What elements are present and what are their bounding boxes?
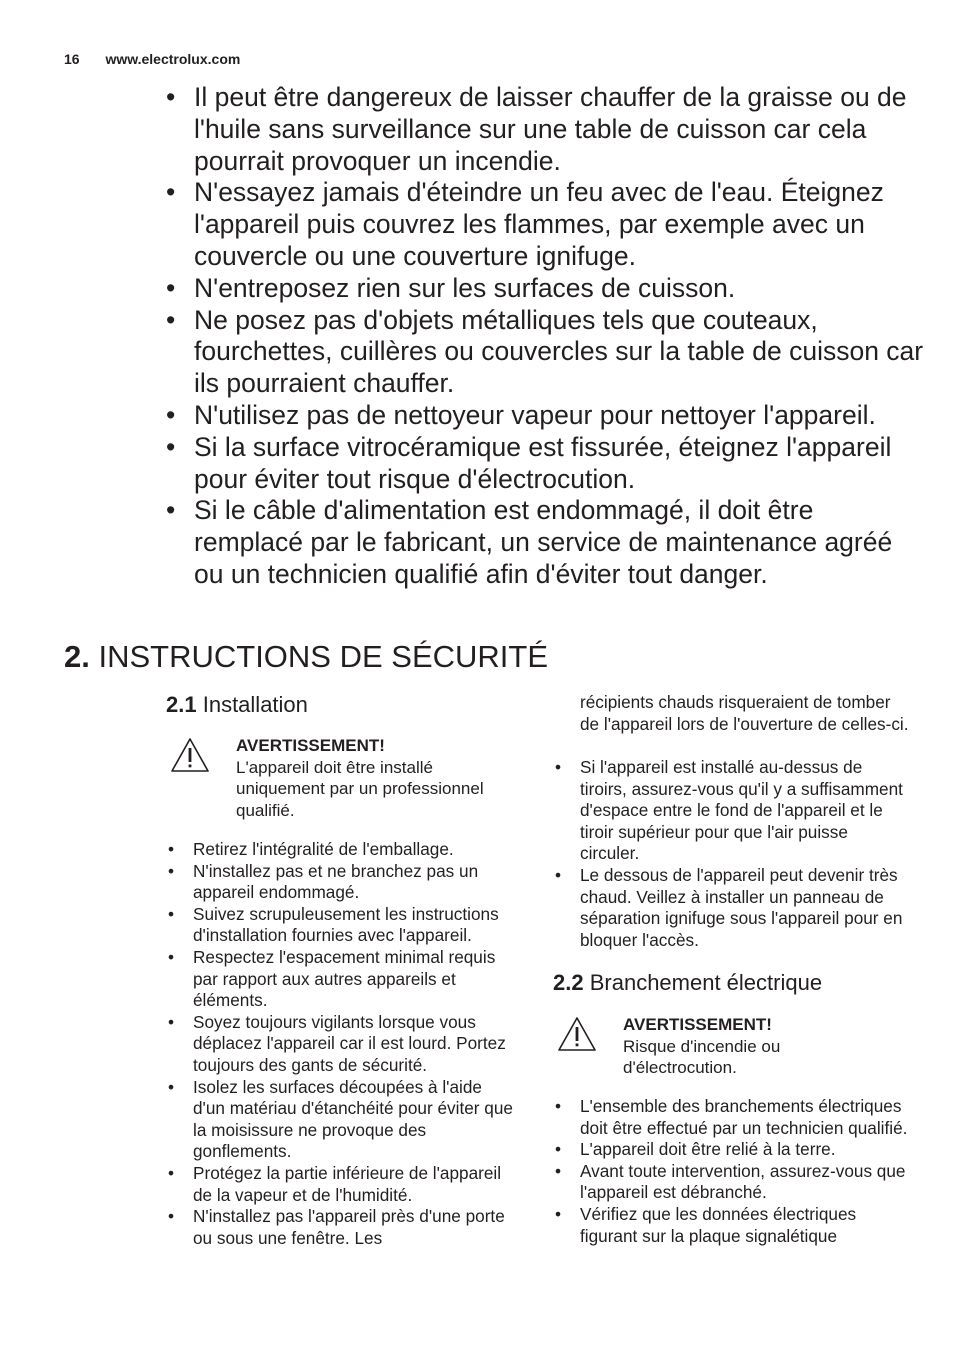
subsection-title: Branchement électrique — [589, 970, 823, 995]
page-header — [64, 51, 240, 67]
list-item: • Si l'appareil est installé au-dessus de tiroirs, assurez-vous qu'il y a suffisamment d'espace entre le fond de l'appareil et le tiroir supérieur pour que l'air puisse circuler. — [553, 757, 909, 865]
list-item: • N'installez pas l'appareil près d'une porte ou sous une fenêtre. Les — [166, 1206, 518, 1249]
list-item: • Le dessous de l'appareil peut devenir très chaud. Veillez à installer un panneau de séparation ignifuge sous l'appareil pour en bloquer l'accès. — [553, 865, 909, 951]
list-item: • Vérifiez que les données électriques figurant sur la plaque signalétique — [553, 1204, 909, 1247]
website-url: www.electrolux.com — [105, 51, 241, 67]
list-item: • Avant toute intervention, assurez-vous que l'appareil est débranché. — [553, 1161, 909, 1204]
subsection-title: Installation — [202, 692, 308, 717]
warning-text: L'appareil doit être installé uniquement par un professionnel qualifié. — [236, 757, 484, 820]
electrical-list — [553, 1096, 909, 1247]
electrical-warning — [557, 1014, 897, 1084]
warning-title: AVERTISSEMENT! — [236, 736, 385, 755]
top-bullet-list — [166, 82, 926, 591]
list-item: • N'entreposez rien sur les surfaces de cuisson. — [166, 273, 926, 305]
list-item: • Soyez toujours vigilants lorsque vous déplacez l'appareil car il est lourd. Portez toujours des gants de sécurité. — [166, 1012, 518, 1077]
subsection-number: 2.1 — [166, 692, 197, 717]
installation-list — [166, 839, 518, 1249]
section-number: 2. — [64, 639, 90, 674]
list-item: • L'appareil doit être relié à la terre. — [553, 1139, 909, 1161]
list-item: • N'utilisez pas de nettoyeur vapeur pour nettoyer l'appareil. — [166, 400, 926, 432]
warning-title: AVERTISSEMENT! — [623, 1015, 772, 1034]
installation-warning — [170, 735, 510, 825]
list-item: • Ne posez pas d'objets métalliques tels que couteaux, fourchettes, cuillères ou couvercles sur la table de cuisson car ils pourraient chauffer. — [166, 305, 926, 400]
electrical-heading — [553, 969, 822, 997]
section-title: INSTRUCTIONS DE SÉCURITÉ — [98, 639, 549, 674]
list-item: • Retirez l'intégralité de l'emballage. — [166, 839, 518, 861]
list-item: • Si le câble d'alimentation est endommagé, il doit être remplacé par le fabricant, un service de maintenance agréé ou un technicien qualifié afin d'éviter tout danger. — [166, 495, 926, 590]
list-item: • Respectez l'espacement minimal requis par rapport aux autres appareils et éléments. — [166, 947, 518, 1012]
list-item: • Protégez la partie inférieure de l'appareil de la vapeur et de l'humidité. — [166, 1163, 518, 1206]
list-item: • Suivez scrupuleusement les instructions d'installation fournies avec l'appareil. — [166, 904, 518, 947]
list-item: • L'ensemble des branchements électriques doit être effectué par un technicien qualifié. — [553, 1096, 909, 1139]
page-number: 16 — [64, 51, 80, 67]
installation-heading — [166, 691, 308, 719]
installation-list-continued — [553, 757, 909, 951]
subsection-number: 2.2 — [553, 970, 584, 995]
list-item: • N'essayez jamais d'éteindre un feu avec de l'eau. Éteignez l'appareil puis couvrez les flammes, par exemple avec un couvercle ou une couverture ignifuge. — [166, 177, 926, 272]
warning-icon — [557, 1016, 597, 1052]
list-item: • Si la surface vitrocéramique est fissurée, éteignez l'appareil pour éviter tout risque d'électrocution. — [166, 432, 926, 496]
list-item: • N'installez pas et ne branchez pas un appareil endommagé. — [166, 861, 518, 904]
continuation-text: récipients chauds risqueraient de tomber de l'appareil lors de l'ouverture de celles-ci. — [580, 692, 909, 734]
warning-icon — [170, 737, 210, 773]
section-heading — [64, 638, 548, 676]
list-item: • Isolez les surfaces découpées à l'aide d'un matériau d'étanchéité pour éviter que la moisissure ne provoque des gonflements. — [166, 1077, 518, 1163]
warning-text: Risque d'incendie ou d'électrocution. — [623, 1036, 781, 1077]
list-item: • Il peut être dangereux de laisser chauffer de la graisse ou de l'huile sans surveillance sur une table de cuisson car cela pourrait provoquer un incendie. — [166, 82, 926, 177]
